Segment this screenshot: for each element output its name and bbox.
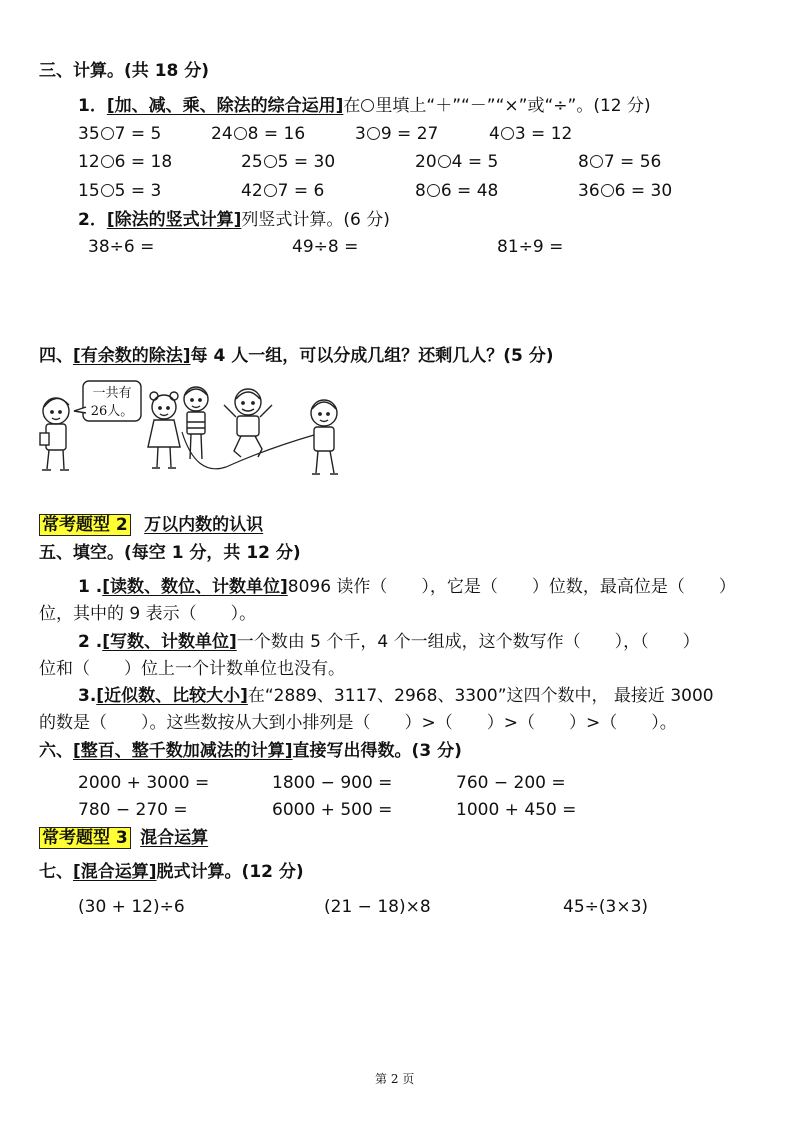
mixed-calc-item: 45÷(3×3) <box>563 897 649 917</box>
s3-q1-post: 里填上“＋”“－”“×”或“÷”。(12 分) <box>375 96 651 116</box>
s6-tag: [整百、整千数加减法的计算] <box>73 741 293 761</box>
section-7-title <box>39 861 304 883</box>
operator-circle-icon[interactable] <box>438 155 451 168</box>
children-jump-rope-illustration <box>36 377 346 482</box>
type-3-title: 混合运算 <box>140 828 209 848</box>
section-3-title: 三、计算。(共 18 分) <box>39 61 210 81</box>
equation-left-operand: 4 <box>489 124 500 144</box>
s5-q1-tag: [读数、数位、计数单位] <box>102 577 288 597</box>
calc-item: 1800 − 900 = <box>272 773 393 793</box>
s5-q3-line2: 的数是（ ）。这些数按从大到小排列是（ ）>（ ）>（ ）>（ ）。 <box>39 713 677 733</box>
s5-q3-tag: [近似数、比较大小] <box>96 686 248 706</box>
s4-tag: [有余数的除法] <box>73 346 191 366</box>
operator-circle-icon[interactable] <box>501 127 514 140</box>
equation-right-part: 7 = 56 <box>603 152 662 172</box>
circle-equation <box>78 123 161 145</box>
s6-text: 直接写出得数。(3 分) <box>292 741 462 761</box>
s7-text: 脱式计算。(12 分) <box>156 862 304 882</box>
equation-right-part: 4 = 5 <box>451 152 499 172</box>
equation-left-operand: 15 <box>78 181 100 201</box>
equation-left-operand: 25 <box>241 152 263 172</box>
operator-circle-icon[interactable] <box>427 184 440 197</box>
circle-equation <box>355 123 438 145</box>
section-5-title: 五、填空。(每空 1 分，共 12 分) <box>39 543 301 563</box>
circle-equation <box>241 151 335 173</box>
mixed-calc-item: (21 − 18)×8 <box>324 897 431 917</box>
s5-q3-number: 3. <box>78 686 97 706</box>
s3-q1-tag: [加、减、乘、除法的综合运用] <box>106 96 344 116</box>
s5-q3-line1 <box>78 685 714 707</box>
mixed-calc-item: (30 + 12)÷6 <box>78 897 185 917</box>
s5-q2-tag: [写数、计数单位] <box>102 632 237 652</box>
s5-q1-line1 <box>78 576 736 598</box>
section-6-title <box>39 740 462 762</box>
equation-left-operand: 35 <box>78 124 100 144</box>
calc-item: 1000 + 450 = <box>456 800 577 820</box>
circle-equation <box>78 151 172 173</box>
calc-item: 6000 + 500 = <box>272 800 393 820</box>
s3-q1-number: 1． <box>78 96 107 116</box>
equation-right-part: 5 = 30 <box>277 152 336 172</box>
type-2-title: 万以内数的认识 <box>144 515 264 535</box>
circle-equation <box>415 151 498 173</box>
s5-q1-line2: 位，其中的 9 表示（ ）。 <box>39 604 257 624</box>
operator-circle-icon[interactable] <box>101 155 114 168</box>
circle-equation <box>578 151 661 173</box>
equation-left-operand: 8 <box>415 181 426 201</box>
s5-q3-text: 在“2889、3117、2968、3300”这四个数中， 最接近 3000 <box>247 686 714 706</box>
s3-q1-pre: 在 <box>343 96 361 116</box>
operator-circle-icon[interactable] <box>101 127 114 140</box>
equation-left-operand: 12 <box>78 152 100 172</box>
equation-right-part: 6 = 30 <box>614 181 673 201</box>
circle-blank-icon <box>361 99 374 112</box>
page-number: 第 2 页 <box>375 1072 415 1086</box>
division-item: 38÷6 = <box>88 237 155 257</box>
s7-prefix: 七、 <box>39 862 73 882</box>
equation-left-operand: 3 <box>355 124 366 144</box>
s6-prefix: 六、 <box>39 741 73 761</box>
type-3-badge: 常考题型 3 <box>39 827 131 849</box>
type-2-header <box>39 514 263 536</box>
s5-q1-number: 1 . <box>78 577 103 597</box>
s3-q2-tag: [除法的竖式计算] <box>106 210 242 230</box>
s5-q2-text: 一个数由 5 个千，4 个一组成，这个数写作（ ），（ ） <box>236 632 700 652</box>
s4-text: 每 4 人一组，可以分成几组？还剩几人？(5 分) <box>190 346 554 366</box>
s5-q1-text: 8096 读作（ ），它是（ ）位数，最高位是（ ） <box>287 577 736 597</box>
circle-equation <box>489 123 572 145</box>
calc-item: 2000 + 3000 = <box>78 773 210 793</box>
operator-circle-icon[interactable] <box>590 155 603 168</box>
equation-right-part: 6 = 18 <box>114 152 173 172</box>
bubble-line-2: 26人。 <box>90 404 134 419</box>
s4-prefix: 四、 <box>39 346 73 366</box>
s7-tag: [混合运算] <box>73 862 157 882</box>
circle-equation <box>211 123 305 145</box>
section-4-title <box>39 345 554 367</box>
division-item: 81÷9 = <box>497 237 564 257</box>
s3-q1-line <box>78 95 651 117</box>
circle-equation <box>415 180 498 202</box>
calc-item: 780 − 270 = <box>78 800 188 820</box>
s5-q2-line1 <box>78 631 700 653</box>
equation-right-part: 5 = 3 <box>114 181 162 201</box>
type-3-header <box>39 827 208 849</box>
operator-circle-icon[interactable] <box>264 184 277 197</box>
s5-q2-line2: 位和（ ）位上一个计数单位也没有。 <box>39 659 345 679</box>
s3-q2-number: 2． <box>78 210 107 230</box>
equation-left-operand: 36 <box>578 181 600 201</box>
operator-circle-icon[interactable] <box>234 127 247 140</box>
s3-q2-text: 列竖式计算。(6 分) <box>241 210 390 230</box>
equation-right-part: 3 = 12 <box>514 124 573 144</box>
equation-right-part: 7 = 6 <box>277 181 325 201</box>
circle-equation <box>578 180 672 202</box>
division-item: 49÷8 = <box>292 237 359 257</box>
equation-left-operand: 24 <box>211 124 233 144</box>
s5-q2-number: 2 . <box>78 632 103 652</box>
equation-left-operand: 42 <box>241 181 263 201</box>
equation-right-part: 9 = 27 <box>380 124 439 144</box>
equation-left-operand: 8 <box>578 152 589 172</box>
bubble-line-1: 一共有 <box>92 386 132 401</box>
calc-item: 760 − 200 = <box>456 773 566 793</box>
type-2-badge: 常考题型 2 <box>39 514 131 536</box>
s3-q2-line <box>78 209 390 231</box>
equation-right-part: 8 = 16 <box>247 124 306 144</box>
equation-left-operand: 20 <box>415 152 437 172</box>
operator-circle-icon[interactable] <box>101 184 114 197</box>
equation-right-part: 7 = 5 <box>114 124 162 144</box>
operator-circle-icon[interactable] <box>367 127 380 140</box>
circle-equation <box>241 180 324 202</box>
equation-right-part: 6 = 48 <box>440 181 499 201</box>
operator-circle-icon[interactable] <box>601 184 614 197</box>
circle-equation <box>78 180 161 202</box>
operator-circle-icon[interactable] <box>264 155 277 168</box>
